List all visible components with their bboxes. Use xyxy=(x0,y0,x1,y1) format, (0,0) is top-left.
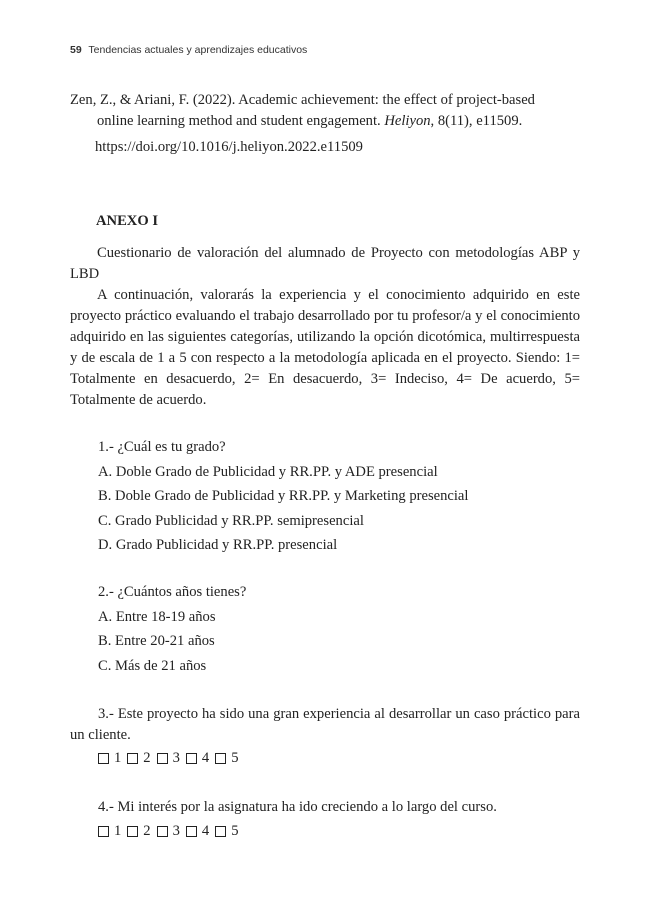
reference-journal: Heliyon xyxy=(384,113,431,129)
question-3-scale-option[interactable] xyxy=(157,750,180,767)
reference-doi: https://doi.org/10.1016/j.heliyon.2022.e11509 xyxy=(95,139,363,155)
checkbox-icon[interactable] xyxy=(215,753,226,764)
question-2-option-b: B. Entre 20-21 años xyxy=(98,633,215,649)
checkbox-icon[interactable] xyxy=(186,753,197,764)
question-4-scale-option[interactable] xyxy=(186,823,209,840)
question-1-option-d: D. Grado Publicidad y RR.PP. presencial xyxy=(98,537,338,553)
question-4-scale-option[interactable] xyxy=(127,823,150,840)
checkbox-icon[interactable] xyxy=(215,826,226,837)
question-3-text: 3.- Este proyecto ha sido una gran experiencia al desarrollar un caso práctico para un cliente. xyxy=(70,706,580,743)
question-4-scale-option[interactable] xyxy=(215,823,238,840)
question-2-option-c: C. Más de 21 años xyxy=(98,657,207,674)
question-1 xyxy=(98,435,468,558)
scale-label: 2 xyxy=(143,750,151,766)
question-1-option-b: B. Doble Grado de Publicidad y RR.PP. y Marketing presencial xyxy=(98,488,469,504)
questionnaire-instructions: A continuación, valorarás la experiencia y el conocimiento adquirido en este proyecto práctico evaluando el trabajo desarrollado por tu profesor/a y el conocimiento adquirido en las siguientes categorías, utilizando la opción dicotómica, multirrespuesta y de escala de 1 a 5 con respecto a la metodología aplicada en el proyecto. Siendo: 1= Totalmente en desacuerdo, 2= En desacuerdo, 3= Indeciso, 4= De acuerdo, 5= Totalmente de acuerdo. xyxy=(70,287,580,408)
scale-label: 5 xyxy=(231,750,239,766)
question-2-option-a: A. Entre 18-19 años xyxy=(98,608,216,625)
question-1-option-c: C. Grado Publicidad y RR.PP. semipresencial xyxy=(98,512,364,529)
scale-label: 3 xyxy=(172,823,180,839)
running-title: Tendencias actuales y aprendizajes educativos xyxy=(88,44,308,56)
question-1-text: 1.- ¿Cuál es tu grado? xyxy=(98,439,226,455)
checkbox-icon[interactable] xyxy=(127,826,138,837)
annex-title: ANEXO I xyxy=(96,213,159,229)
question-3-scale-option[interactable] xyxy=(215,750,238,767)
checkbox-icon[interactable] xyxy=(98,826,109,837)
checkbox-icon[interactable] xyxy=(157,826,168,837)
checkbox-icon[interactable] xyxy=(127,753,138,764)
page-number: 59 xyxy=(70,44,82,56)
running-header xyxy=(70,44,307,56)
question-4-text: 4.- Mi interés por la asignatura ha ido creciendo a lo largo del curso. xyxy=(98,799,497,815)
scale-label: 5 xyxy=(231,823,239,839)
scale-label: 4 xyxy=(201,750,210,766)
question-3-scale-option[interactable] xyxy=(98,750,121,767)
annex-intro xyxy=(70,243,580,411)
reference-line-1: Zen, Z., & Ariani, F. (2022). Academic achievement: the effect of project-based xyxy=(70,92,535,108)
question-3-scale-option[interactable] xyxy=(127,750,150,767)
checkbox-icon[interactable] xyxy=(98,753,109,764)
scale-label: 2 xyxy=(143,823,151,839)
reference-volume: , 8(11), e11509. xyxy=(430,113,523,129)
scale-label: 1 xyxy=(114,823,122,839)
question-4 xyxy=(70,797,580,818)
questionnaire-title: Cuestionario de valoración del alumnado de Proyecto con metodologías ABP y LBD xyxy=(70,245,580,282)
question-2-text: 2.- ¿Cuántos años tienes? xyxy=(98,584,247,600)
scale-label: 1 xyxy=(114,750,122,766)
question-3-scale-option[interactable] xyxy=(186,750,209,767)
reference-text: online learning method and student engagement. xyxy=(97,113,385,129)
question-1-option-a: A. Doble Grado de Publicidad y RR.PP. y ADE presencial xyxy=(98,463,438,480)
reference-entry xyxy=(70,90,580,132)
reference-line-2 xyxy=(70,111,580,132)
question-2 xyxy=(98,580,246,678)
scale-label: 4 xyxy=(201,823,210,839)
question-3-scale xyxy=(98,750,244,767)
question-4-scale-option[interactable] xyxy=(157,823,180,840)
question-3 xyxy=(70,704,580,746)
checkbox-icon[interactable] xyxy=(157,753,168,764)
checkbox-icon[interactable] xyxy=(186,826,197,837)
question-4-scale xyxy=(98,823,244,840)
scale-label: 3 xyxy=(172,750,180,766)
question-4-scale-option[interactable] xyxy=(98,823,121,840)
